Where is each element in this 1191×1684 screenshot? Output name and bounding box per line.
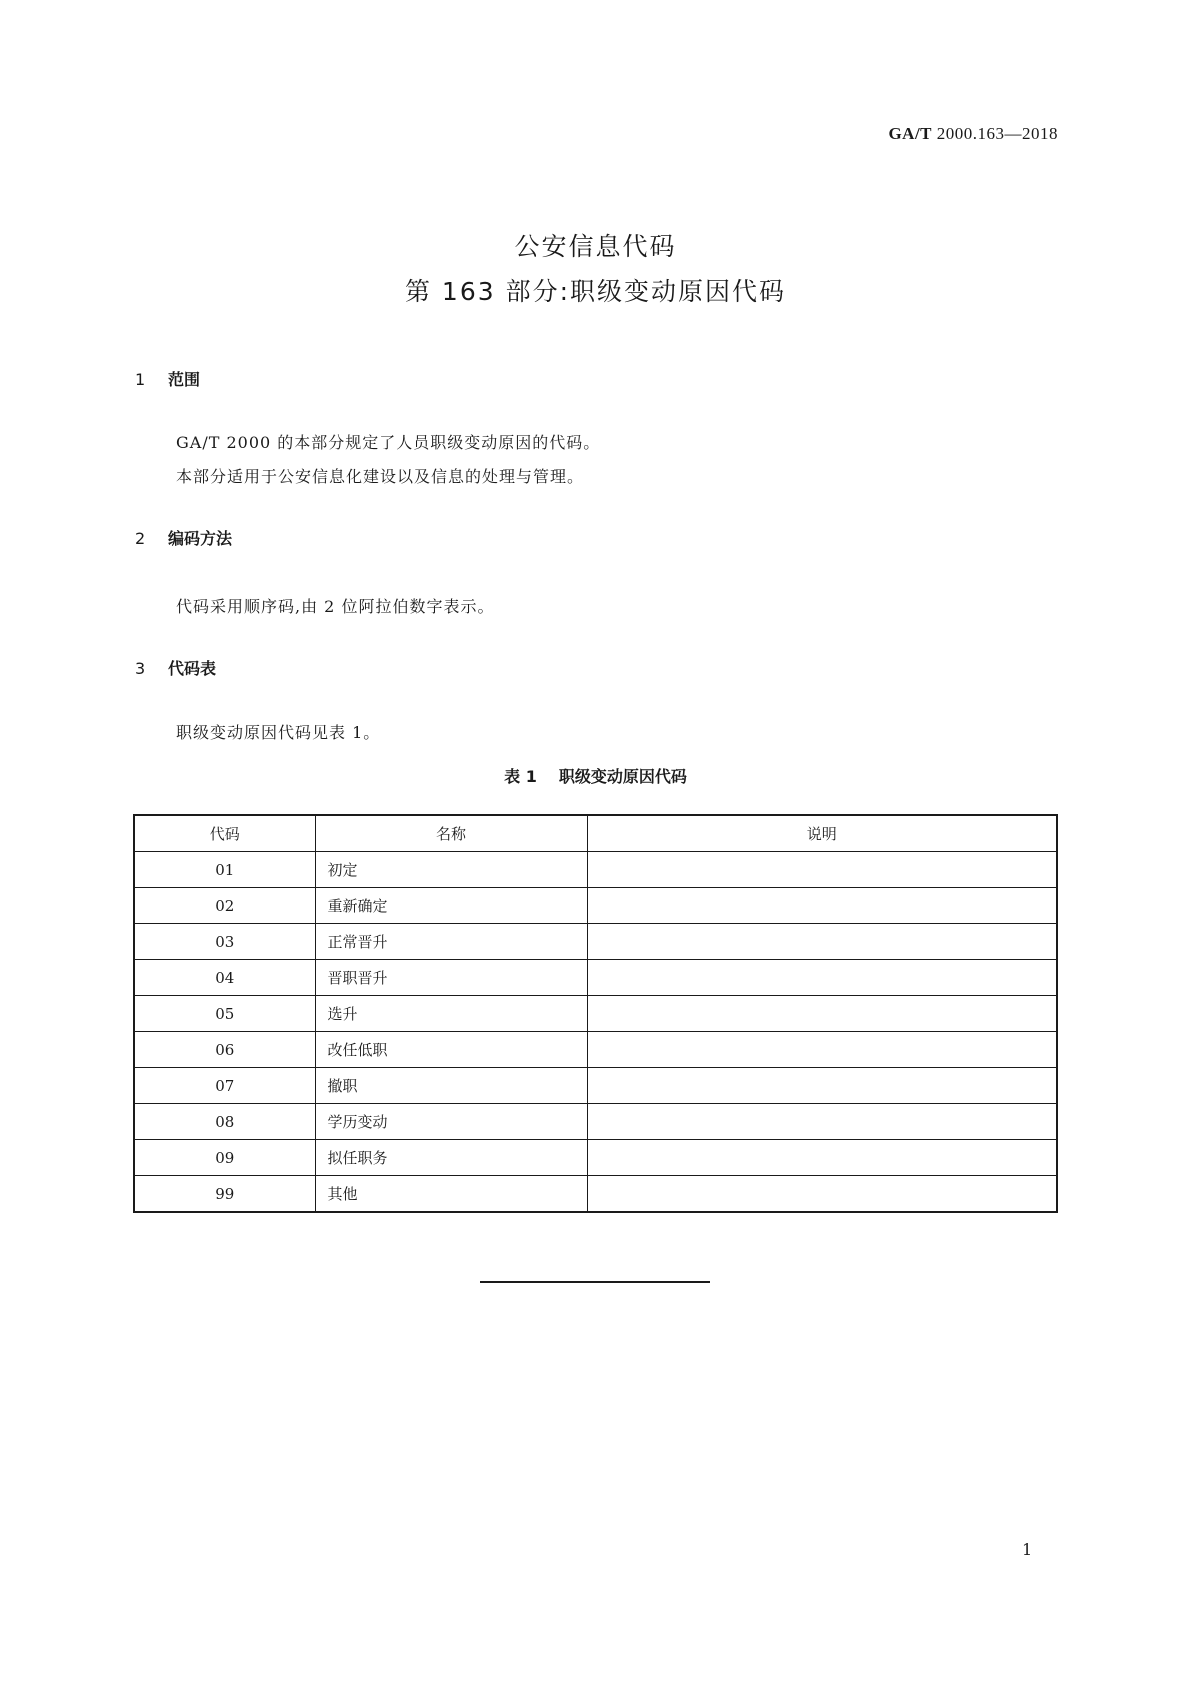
standard-code: GA/T <box>888 124 932 143</box>
paragraph: 本部分适用于公安信息化建设以及信息的处理与管理。 <box>176 467 585 486</box>
section-title: 范围 <box>168 370 201 389</box>
cell-note <box>587 888 1057 924</box>
cell-note <box>587 996 1057 1032</box>
table-row <box>134 1104 1057 1140</box>
table-row <box>134 888 1057 924</box>
end-divider <box>480 1281 710 1283</box>
cell-note <box>587 852 1057 888</box>
section-heading-coding-method <box>135 526 232 549</box>
code-table <box>133 814 1058 1213</box>
cell-name: 晋职晋升 <box>315 960 587 996</box>
paragraph: GA/T 2000 的本部分规定了人员职级变动原因的代码。 <box>176 433 601 452</box>
cell-note <box>587 960 1057 996</box>
section-number: 1 <box>135 370 146 389</box>
cell-note <box>587 1032 1057 1068</box>
column-header-note: 说明 <box>587 815 1057 852</box>
section-heading-code-table <box>135 656 216 679</box>
cell-name: 学历变动 <box>315 1104 587 1140</box>
cell-note <box>587 1140 1057 1176</box>
section-number: 3 <box>135 659 146 678</box>
cell-name: 拟任职务 <box>315 1140 587 1176</box>
cell-code: 01 <box>134 852 315 888</box>
table-row <box>134 852 1057 888</box>
cell-name: 初定 <box>315 852 587 888</box>
table-caption <box>0 764 1191 787</box>
cell-code: 02 <box>134 888 315 924</box>
cell-name: 其他 <box>315 1176 587 1213</box>
cell-code: 07 <box>134 1068 315 1104</box>
cell-note <box>587 1068 1057 1104</box>
document-subtitle: 第 163 部分:职级变动原因代码 <box>404 277 787 306</box>
cell-name: 改任低职 <box>315 1032 587 1068</box>
table-caption-title: 职级变动原因代码 <box>558 767 687 786</box>
table-header-row <box>134 815 1057 852</box>
table-row <box>134 996 1057 1032</box>
cell-code: 04 <box>134 960 315 996</box>
table-row <box>134 1032 1057 1068</box>
cell-name: 正常晋升 <box>315 924 587 960</box>
document-title: 公安信息代码 <box>514 232 677 261</box>
cell-code: 03 <box>134 924 315 960</box>
cell-code: 05 <box>134 996 315 1032</box>
table-row <box>134 1068 1057 1104</box>
paragraph: 代码采用顺序码,由 2 位阿拉伯数字表示。 <box>176 597 495 616</box>
cell-note <box>587 1104 1057 1140</box>
cell-name: 选升 <box>315 996 587 1032</box>
paragraph: 职级变动原因代码见表 1。 <box>176 723 381 742</box>
section-title: 代码表 <box>168 659 217 678</box>
table-row <box>134 924 1057 960</box>
column-header-code: 代码 <box>134 815 315 852</box>
cell-code: 99 <box>134 1176 315 1213</box>
cell-name: 撤职 <box>315 1068 587 1104</box>
table-row <box>134 960 1057 996</box>
standard-number <box>888 124 1058 144</box>
table-row <box>134 1176 1057 1213</box>
standard-number-value: 2000.163—2018 <box>936 124 1058 143</box>
table-caption-label: 表 1 <box>504 767 537 786</box>
cell-note <box>587 1176 1057 1213</box>
table-row <box>134 1140 1057 1176</box>
page-number: 1 <box>1022 1540 1033 1559</box>
cell-code: 06 <box>134 1032 315 1068</box>
section-heading-scope <box>135 367 200 390</box>
column-header-name: 名称 <box>315 815 587 852</box>
cell-code: 08 <box>134 1104 315 1140</box>
cell-code: 09 <box>134 1140 315 1176</box>
cell-name: 重新确定 <box>315 888 587 924</box>
section-title: 编码方法 <box>168 529 233 548</box>
section-number: 2 <box>135 529 146 548</box>
cell-note <box>587 924 1057 960</box>
